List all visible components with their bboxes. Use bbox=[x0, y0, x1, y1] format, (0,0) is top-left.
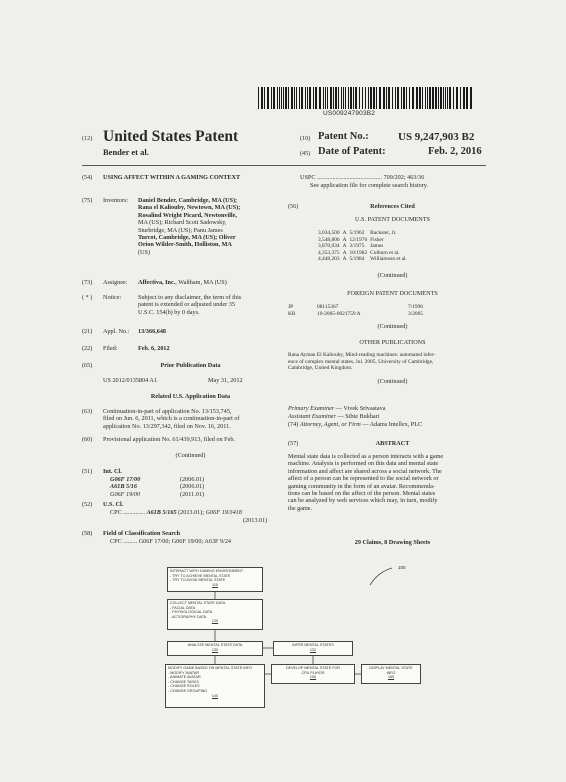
invention-title: USING AFFECT WITHIN A GAMING CONTEXT bbox=[103, 174, 241, 181]
inventors-code: (75) bbox=[82, 197, 93, 204]
step-collect-box: COLLECT MENTAL STATE DATA - FACIAL DATA - PHYSIOLOGICAL DATA - ACTIGRAPHY DATA 120 bbox=[167, 599, 263, 630]
table-row: 3,548,806 A 12/1970 Fisher bbox=[318, 236, 384, 243]
inventor-line: Turcot, Cambridge, MA (US); Oliver bbox=[138, 234, 236, 242]
continued-left: (Continued) bbox=[175, 452, 206, 459]
other-publication: Rana Ayman El Kaliouby, Mind-reading machines: automated infer- ence of complex mental states, Jul. 2005, University of Cambridge, Cambridge, United Kingdom. bbox=[288, 352, 436, 372]
appl-code: (21) bbox=[82, 328, 93, 335]
inventors-label: Inventors: bbox=[103, 197, 129, 204]
prior-code: (65) bbox=[82, 362, 93, 369]
abstract-code: (57) bbox=[288, 440, 299, 447]
notice-label: Notice: bbox=[103, 294, 122, 301]
continuation-text: Continuation-in-part of application No. 13/153,745, filed on Jun. 6, 2011, which is a continuation-in-part of application No. 13/297,342, filed on Nov. 16, 2011. bbox=[103, 408, 240, 430]
filed-code: (22) bbox=[82, 345, 93, 352]
notice-text: Subject to any disclaimer, the term of this patent is extended or adjusted under 35 U.S.C. 154(b) by 0 days. bbox=[138, 294, 242, 316]
header-code-10: (10) bbox=[300, 135, 311, 142]
continued-3: (Continued) bbox=[377, 378, 408, 385]
step-develop-box: DEVELOP MENTAL STATE FOR CPU PLAYER 150 bbox=[271, 664, 355, 684]
table-row: KR 10-2005-0021759 A 3/2005 bbox=[288, 310, 423, 317]
step-display-box: DISPLAY MENTAL STATE INFO 160 bbox=[361, 664, 421, 684]
step-infer-box: INFER MENTAL STATES 132 bbox=[273, 641, 353, 656]
prior-pub: US 2012/0135804 A1 bbox=[103, 377, 157, 384]
barcode-number: US009247903B2 bbox=[323, 110, 376, 117]
assignee-label: Assignee: bbox=[103, 279, 128, 286]
cpc-line: CPC .............. A61B 5/165 (2013.01); G06F 19/3418 bbox=[110, 509, 242, 516]
refs-code: (56) bbox=[288, 203, 299, 210]
step-interact-box: INTERACT WITH GAMING ENVIRONMENT - TRY TO ACHIEVE MENTAL STATE - TRY TO AVOID MENTAL STATE 110 bbox=[167, 567, 263, 592]
inventor-line: (US) bbox=[138, 248, 151, 256]
inventor-line: Rosalind Wright Picard, Newtonville, bbox=[138, 211, 237, 219]
step-modify-box: MODIFY GAME BASED ON MENTAL STATE INFO - MODIFY AVATAR - ANIMATE AVATAR - CHANGE TASKS - CHANGE ROLES - CHANGE GROUPING 140 bbox=[165, 664, 265, 708]
prior-pub-date: May 31, 2012 bbox=[208, 377, 243, 384]
assistant-examiner: Assistant Examiner — Sibte Bukhari bbox=[288, 413, 380, 420]
cont-code: (63) bbox=[82, 408, 93, 415]
inventor-line: Orion Wilder-Smith, Holliston, MA bbox=[138, 241, 232, 249]
uscl-label: U.S. Cl. bbox=[103, 501, 124, 508]
step-analyze-box: ANALYZE MENTAL STATE DATA 130 bbox=[167, 641, 263, 656]
uscl-code: (52) bbox=[82, 501, 93, 508]
refs-heading: References Cited bbox=[370, 203, 415, 210]
date-label: Date of Patent: bbox=[318, 146, 386, 157]
other-heading: OTHER PUBLICATIONS bbox=[359, 339, 426, 346]
header-code-12: (12) bbox=[82, 135, 93, 142]
inventor-line: MA (US); Richard Scott Sadowsky, bbox=[138, 219, 227, 227]
field-code: (58) bbox=[82, 530, 93, 537]
intcl-code: (51) bbox=[82, 468, 93, 475]
header-code-45: (45) bbox=[300, 150, 311, 157]
abstract-text: Mental state data is collected as a person interacts with a game machine. Analysis is performed on this data and mental state information and affect are shared across a social network. The affect of a person can be represented to the social network or gaming community in the form of an avatar. Recommenda- tions can be based on the affect of the person. Mental states can be analyzed by web services which may, in turn, modify the game. bbox=[288, 453, 444, 512]
table-row: 4,448,203 A 5/1984 Williamson et al. bbox=[318, 256, 407, 263]
primary-examiner: Primary Examiner — Vivek Srivastava bbox=[288, 405, 386, 412]
filed-label: Filed: bbox=[103, 345, 118, 352]
title-code: (54) bbox=[82, 174, 93, 181]
table-row: 3,870,034 A 3/1975 James bbox=[318, 243, 384, 250]
table-row: 4,353,375 A 10/1982 Colburn et al. bbox=[318, 249, 400, 256]
inventor-line: Sturbridge, MA (US); Panu James bbox=[138, 226, 223, 234]
intcl-row: G06F 17/00 (2006.01) bbox=[110, 476, 205, 483]
patent-kind: United States Patent bbox=[103, 128, 239, 145]
prov-code: (60) bbox=[82, 436, 93, 443]
uspat-heading: U.S. PATENT DOCUMENTS bbox=[355, 216, 430, 223]
inventor-line: Rana el Kaliouby, Newtown, MA (US); bbox=[138, 204, 241, 212]
patent-no-label: Patent No.: bbox=[318, 131, 369, 142]
figure-ref-100: 100 bbox=[398, 565, 406, 570]
continued-1: (Continued) bbox=[377, 272, 408, 279]
intcl-label: Int. Cl. bbox=[103, 468, 122, 475]
related-heading: Related U.S. Application Data bbox=[150, 393, 231, 400]
table-row: 3,034,500 A 5/1962 Backster, Jr. bbox=[318, 230, 397, 236]
field-cpc: CPC ......... G06F 17/00; G06F 19/00; A63F 9/24 bbox=[110, 538, 232, 545]
field-label: Field of Classification Search bbox=[103, 530, 181, 537]
intcl-row: A61B 5/16 (2006.01) bbox=[110, 483, 205, 491]
inventor-short: Bender et al. bbox=[103, 147, 149, 157]
patent-date: Feb. 2, 2016 bbox=[428, 146, 482, 157]
assignee: Affectiva, Inc., Waltham, MA (US) bbox=[138, 279, 227, 286]
foreign-heading: FOREIGN PATENT DOCUMENTS bbox=[347, 290, 438, 297]
claims-count: 29 Claims, 8 Drawing Sheets bbox=[354, 539, 431, 546]
continued-2: (Continued) bbox=[377, 323, 408, 330]
filed-date: Feb. 6, 2012 bbox=[138, 345, 170, 352]
uspc-line: USPC .......................................... 709/202; 463/36 bbox=[300, 174, 425, 181]
appl-no: 13/366,648 bbox=[138, 328, 167, 335]
attorney: (74) Attorney, Agent, or Firm — Adams Intellex, PLC bbox=[288, 421, 423, 428]
appl-label: Appl. No.: bbox=[103, 328, 130, 335]
assignee-code: (73) bbox=[82, 279, 93, 286]
provisional-text: Provisional application No. 61/439,913, filed on Feb. bbox=[103, 436, 235, 443]
uspc-note: See application file for complete search history. bbox=[310, 182, 428, 189]
patent-no: US 9,247,903 B2 bbox=[398, 131, 475, 143]
table-row: JP 08115367 7/1996 bbox=[288, 304, 423, 310]
notice-code: ( * ) bbox=[82, 294, 93, 301]
intcl-row: G06F 19/00 (2011.01) bbox=[110, 490, 205, 498]
prior-heading: Prior Publication Data bbox=[160, 362, 221, 369]
cpc-year: (2013.01) bbox=[243, 517, 268, 524]
abstract-heading: ABSTRACT bbox=[375, 440, 410, 447]
inventor-line: Daniel Bender, Cambridge, MA (US); bbox=[138, 197, 238, 204]
